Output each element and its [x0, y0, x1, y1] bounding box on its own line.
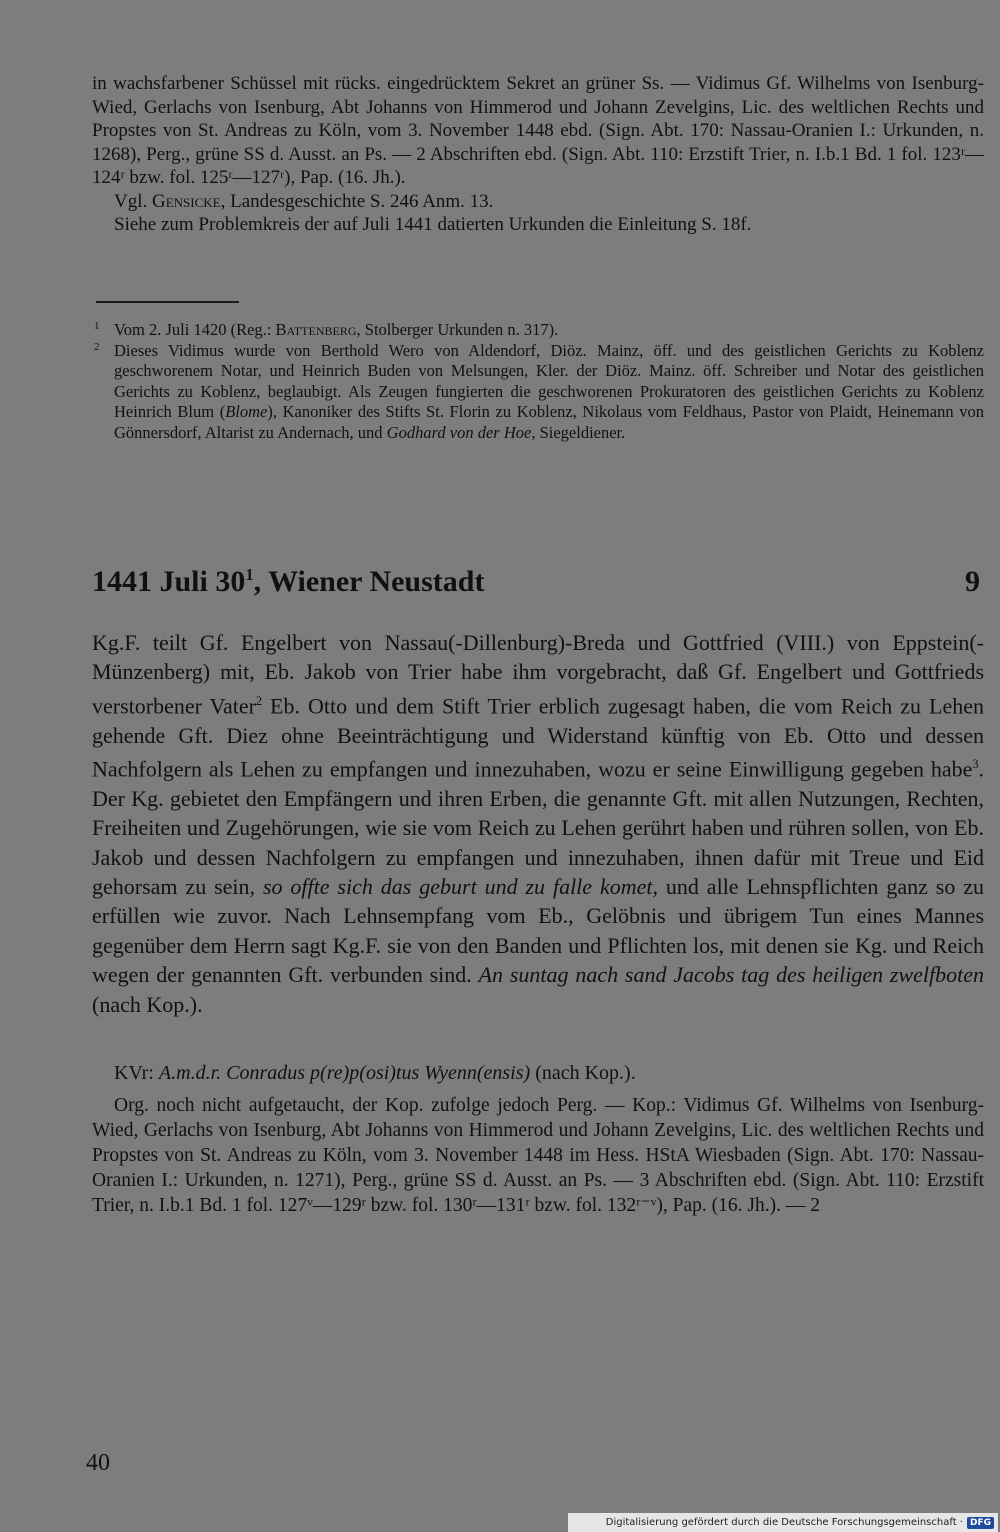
footnote-1: 1 Vom 2. Juli 1420 (Reg.: Battenberg, Stolberger Urkunden n. 317). [92, 320, 984, 341]
kanzleivermerk: KVr: A.m.d.r. Conradus p(re)p(osi)tus Wyenn(ensis) (nach Kop.). [114, 1062, 636, 1084]
footnote-number: 2 [94, 340, 100, 353]
vgl-reference: Vgl. Gensicke, Landesgeschichte S. 246 Anm. 13. [114, 190, 494, 212]
top-paragraph [92, 72, 984, 237]
dfg-logo: DFG [967, 1517, 994, 1529]
heading-footnote-ref: 1 [245, 565, 254, 584]
footnote-divider [96, 301, 239, 303]
archival-note: Org. noch nicht aufgetaucht, der Kop. zufolge jedoch Perg. — Kop.: Vidimus Gf. Wilhelms von Isenburg-Wied, Gerlachs von Isenburg, Abt Johanns von Himmerod und Johann Zevelgins, Lic. des weltlichen Rechts und Propstes von St. Andreas zu Köln, vom 3. November 1448 im Hess. HStA Wiesbaden (Sign. Abt. 170: Nassau-Oranien I.: Urkunden, n. 1271), Perg., grüne SS d. Ausst. an Ps. — 3 Abschriften ebd. (Sign. Abt. 110: Erzstift Trier, n. I.b.1 Bd. 1 fol. 127ᵛ—129ʳ bzw. fol. 130ʳ—131ʳ bzw. fol. 132ʳ⁻ᵛ), Pap. (16. Jh.). — 2 [92, 1095, 984, 1216]
heading-date: 1441 Juli 30 [92, 565, 246, 598]
author-name: Gensicke [152, 190, 221, 212]
document-number: 9 [965, 565, 980, 598]
regest-body [92, 628, 984, 1019]
footnote-number: 1 [94, 320, 100, 332]
footnotes [92, 320, 984, 443]
document-heading [92, 565, 984, 599]
page-number: 40 [86, 1450, 110, 1476]
regest-text: Kg.F. teilt Gf. Engelbert von Nassau(-Dillenburg)-Breda und Gottfried (VIII.) von Eppstein(-Münzenberg) mit, Eb. Jakob von Trier habe ihm vorgebracht, daß Gf. Engelbert und Gottfrieds verstorbener Vater$^2$ Eb. Otto und dem Stift Trier erblich zugesagt haben, die vom Reich zu Lehen gehende Gft. Diez ohne Beeinträchtigung und Widerstand künftig von Eb. Otto und dessen Nachfolgern als Lehen zu empfangen und innezuhaben, wozu er seine Einwilligung gegeben habe$^3$. Der Kg. gebietet den Empfängern und ihren Erben, die genannte Gft. mit allen Nutzungen, Rechten, Freiheiten und Zugehörungen, wie sie vom Reich zu Lehen gerührt haben und rühren sollen, von Eb. Jakob und dessen Nachfolgern zu empfangen und innezuhaben, ihnen dafür mit Treue und Eid gehorsam zu sein, so offte sich das geburt und zu falle komet, und alle Lehnspflichten ganz so zu erfüllen wie zuvor. Nach Lehnsempfang vom Eb., Gelöbnis und übrigem Tun eines Mannes gegenüber dem Herrn sagt Kg.F. sie von den Banden und Pflichten los, mit denen sie Kg. und Reich wegen der genannten Gft. verbunden sind. An suntag nach sand Jacobs tag des heiligen zwelfboten (nach Kop.). [92, 630, 984, 1017]
heading-place: , Wiener Neustadt [253, 565, 485, 598]
continuation-paragraph: in wachsfarbener Schüssel mit rücks. eingedrücktem Sekret an grüner Ss. — Vidimus Gf. Wilhelms von Isenburg-Wied, Gerlachs von Isenburg, Abt Johanns von Himmerod und Johann Zevelgins, Lic. des weltlichen Rechts und Propstes von St. Andreas zu Köln, vom 3. November 1448 ebd. (Sign. Abt. 170: Nassau-Oranien I.: Urkunden, n. 1268), Perg., grüne SS d. Ausst. an Ps. — 2 Abschriften ebd. (Sign. Abt. 110: Erzstift Trier, n. I.b.1 Bd. 1 fol. 123ʳ—124ʳ bzw. fol. 125ʳ—127ʳ), Pap. (16. Jh.). [92, 73, 984, 188]
author-name: Battenberg [275, 320, 357, 339]
footnote-2: 2 Dieses Vidimus wurde von Berthold Wero von Aldendorf, Diöz. Mainz, öff. und des geistlichen Gerichts zu Koblenz geschworenem Notar, und Heinrich Buden von Melsungen, Kler. der Diöz. Mainz. öff. Schreiber und Notar des geistlichen Gerichts zu Koblenz, beglaubigt. Als Zeugen fungierten die geschworenen Prokuratoren des geistlichen Gerichts zu Koblenz Heinrich Blum (Blome), Kanoniker des Stifts St. Florin zu Koblenz, Nikolaus vom Feldhaus, Pastor von Plaidt, Heinemann von Gönnersdorf, Altarist zu Andernach, und Godhard von der Hoe, Siegeldiener. [92, 341, 984, 444]
siehe-reference: Siehe zum Problemkreis der auf Juli 1441 datierten Urkunden die Einleitung S. 18f. [114, 214, 752, 235]
digitization-credit: Digitalisierung gefördert durch die Deutsche Forschungsgemeinschaft · DFG [568, 1513, 998, 1532]
